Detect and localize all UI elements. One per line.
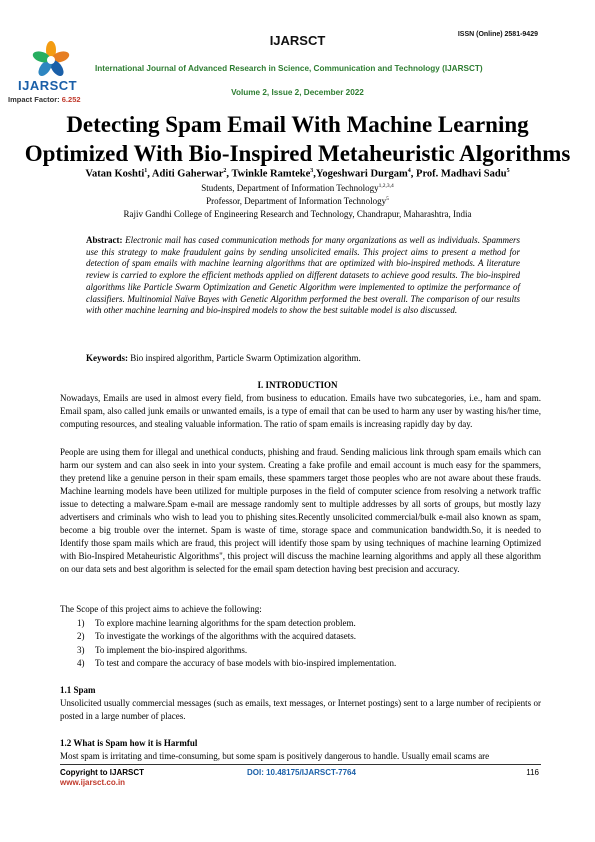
footer-website-link[interactable]: www.ijarsct.co.in bbox=[60, 778, 126, 787]
author-list: Vatan Koshti$^1$, Aditi Gaherwar$^2$, Twinkle Ramteke$^3$,Yogeshwari Durgam$^4$, Prof. Madhavi Sadu$^5$ bbox=[85, 168, 510, 180]
affiliation-students-sup: 1,2,3,4 bbox=[378, 183, 394, 189]
author-sup: 5 bbox=[506, 168, 510, 174]
author-sup: 3 bbox=[310, 168, 314, 174]
list-number: 4) bbox=[77, 658, 85, 668]
footer-divider bbox=[60, 764, 541, 765]
abstract bbox=[86, 235, 520, 317]
abstract-label: Abstract: bbox=[86, 235, 123, 245]
logo-text: IJARSCT bbox=[18, 78, 78, 93]
footer-copyright: Copyright to IJARSCT bbox=[60, 768, 144, 777]
paper-title: Detecting Spam Email With Machine Learning Optimized With Bio-Inspired Metaheuristic Algorithms bbox=[24, 112, 571, 166]
abstract-text: Electronic mail has cased communication methods for many organizations as well as individuals. Spammers use this strategy to make fraudulent gains by sending unsolicited emails. This project aims to present a method for detection of spam emails with machine learning algorithms that are optimized with bio-inspired methods. A literature review is carried to explore the efficient methods applied on different datasets to achieve good results. The bio-inspired algorithms like Particle Swarm Optimization and Genetic Algorithm were implemented to optimize the performance of classifiers. Multinomial Naïve Bayes with Genetic Algorithm performed the best overall. The comparison of our results with other machine learning and bio-inspired models to show the best suitable model is also discussed. bbox=[86, 235, 521, 316]
author-sup: 2 bbox=[223, 168, 227, 174]
affiliation-students-text: Students, Department of Information Technology bbox=[201, 183, 379, 193]
list-item bbox=[77, 618, 356, 628]
subsection-heading-harmful: 1.2 What is Spam how it is Harmful bbox=[60, 738, 198, 748]
list-number: 3) bbox=[77, 645, 85, 655]
keywords bbox=[86, 353, 526, 363]
author-name: Twinkle Ramteke bbox=[231, 168, 311, 180]
affiliation-professor-sup: 5 bbox=[386, 196, 389, 202]
paragraph: People are using them for illegal and unethical conducts, phishing and fraud. Sending malicious link through spam emails which can harm our system and can also seek in into your system. Creating a fake profile and email account is much easy for the spammers, they pretend like a genuine person in their spam emails, these spammers target those peoples who are not aware about these frauds. Machine learning models have been utilized for multiple purposes in the field of computer science from resolving a network traffic issue to detecting a malware.Spam e-mail are message randomly sent to multiple addresses by all sorts of groups, but mostly lazy advertisers and criminals who wish to lead you to phishing sites.Recently unsolicited commercial/bulk e-mail also known as spam, become a big trouble over the internet. Spam is waste of time, storage space and communication bandwidth.So, it is needed to Identify those spam mails which are fraud, this project will identify those spam by using techniques of machine learning Optimized with Bio-Inspired Metaheuristic Algorithms", this project will discuss the machine learning algorithms and apply all these algorithm on our data sets and best algorithm is selected for the email spam detection having best precision and accuracy. bbox=[60, 447, 541, 574]
author-name: Vatan Koshti bbox=[85, 168, 145, 180]
list-item bbox=[77, 658, 396, 668]
affiliation-students bbox=[0, 183, 595, 193]
impact-value: 6.252 bbox=[61, 95, 81, 104]
list-text: To investigate the workings of the algorithms with the acquired datasets. bbox=[95, 631, 357, 641]
list-item bbox=[77, 631, 356, 641]
list-text: To explore machine learning algorithms for the spam detection problem. bbox=[95, 618, 356, 628]
volume-issue: Volume 2, Issue 2, December 2022 bbox=[231, 88, 364, 97]
scope-intro: The Scope of this project aims to achieve the following: bbox=[60, 604, 262, 614]
list-item bbox=[77, 645, 247, 655]
journal-short-name: IJARSCT bbox=[269, 33, 326, 48]
list-number: 1) bbox=[77, 618, 85, 628]
list-number: 2) bbox=[77, 631, 85, 641]
author-name: Prof. Madhavi Sadu bbox=[416, 168, 507, 180]
institution: Rajiv Gandhi College of Engineering Research and Technology, Chandrapur, Maharashtra, India bbox=[123, 209, 472, 219]
author-sup: 4 bbox=[407, 168, 411, 174]
footer-doi-link[interactable]: DOI: 10.48175/IJARSCT-7764 bbox=[247, 768, 356, 777]
author-name: Aditi Gaherwar bbox=[151, 168, 224, 180]
keywords-label: Keywords: bbox=[86, 353, 128, 363]
affiliation-professor bbox=[0, 196, 595, 206]
author-name: Yogeshwari Durgam bbox=[315, 168, 408, 180]
list-text: To implement the bio-inspired algorithms. bbox=[95, 645, 248, 655]
keywords-text: Bio inspired algorithm, Particle Swarm Optimization algorithm. bbox=[130, 353, 361, 363]
journal-full-name: International Journal of Advanced Research in Science, Communication and Technology (IJARSCT) bbox=[95, 64, 483, 73]
paragraph: Most spam is irritating and time-consuming, but some spam is positively dangerous to handle. Usually email scams are bbox=[60, 751, 490, 761]
impact-label: Impact Factor: bbox=[8, 95, 62, 104]
list-text: To test and compare the accuracy of base models with bio-inspired implementation. bbox=[95, 658, 397, 668]
affiliation-professor-text: Professor, Department of Information Technology bbox=[206, 196, 387, 206]
page-number: 116 bbox=[526, 768, 539, 777]
author-sup: 1 bbox=[144, 168, 148, 174]
paragraph: Nowadays, Emails are used in almost every field, from business to education. Emails have two subcategories, i.e., ham and spam. Email spam, also called junk emails or unwanted emails, is a type of email that can be used to harm any user by wasting his/her time, computing resources, and stealing valuable information. The ratio of spam emails is increasing rapidly day by day. bbox=[60, 393, 541, 429]
paragraph: Unsolicited usually commercial messages (such as emails, text messages, or Internet postings) sent to a large number of recipients or posted in a large number of places. bbox=[60, 698, 541, 721]
subsection-heading-spam: 1.1 Spam bbox=[60, 685, 96, 695]
section-heading-introduction: I. INTRODUCTION bbox=[257, 380, 338, 390]
issn: ISSN (Online) 2581-9429 bbox=[457, 31, 538, 38]
